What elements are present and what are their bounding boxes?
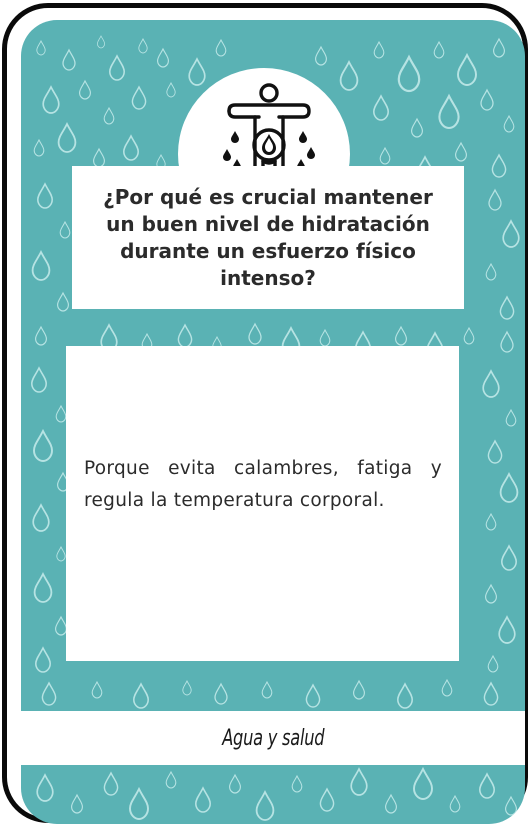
answer-text: Porque evita calambres, fatiga y regula la temperatura corporal.	[84, 457, 442, 511]
category-label: Agua y salud	[221, 725, 325, 751]
card-frame	[2, 3, 528, 823]
answer-box	[66, 346, 459, 661]
question-text: ¿Por qué es crucial mantener un buen nivel de hidratación durante un esfuerzo físico intenso?	[103, 184, 433, 290]
footer-band	[21, 711, 525, 765]
question-box	[72, 166, 464, 309]
